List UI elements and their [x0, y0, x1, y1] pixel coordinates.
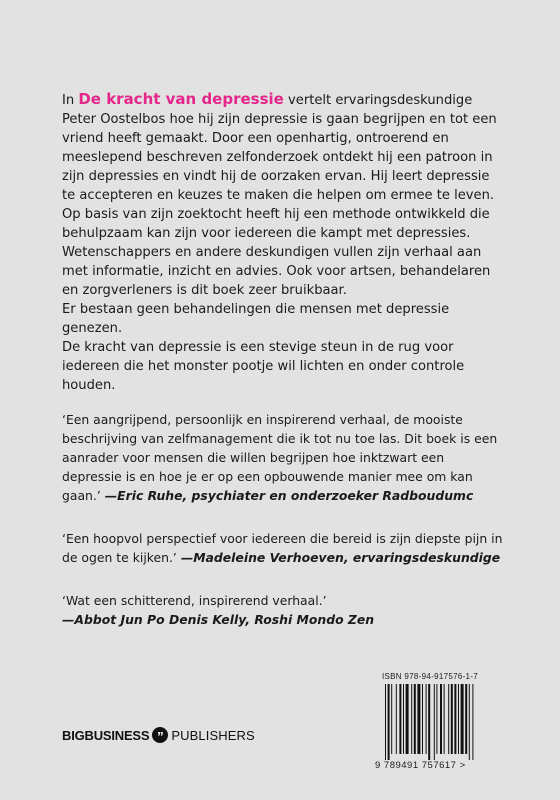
quote-text: ‘Een aangrijpend, persoonlijk en inspirerend verhaal, de mooiste beschrijving van zelfmanagement die ik tot nu toe las. Dit boek is een aanrader voor mensen die willen begrijpen hoe inktzwart een depressie is en hoe je er op een opbouwende manier mee om kan gaan.’: [62, 412, 498, 503]
publisher-name-rest: PUBLISHERS: [171, 727, 255, 743]
quote-bubble-icon: ”: [152, 727, 168, 743]
publisher-name-bold: BIGBUSINESS: [62, 727, 150, 743]
quote-text: ‘Wat een schitterend, inspirerend verhaal.’: [62, 593, 327, 608]
quote-attribution: —Madeleine Verhoeven, ervaringsdeskundige: [180, 550, 501, 565]
isbn-label: ISBN 978-94-917576-1-7: [382, 672, 478, 681]
quote-text: ‘Een hoopvol perspectief voor iedereen die bereid is zijn diepste pijn in de ogen te kijken.’: [62, 531, 503, 565]
blurb-paragraph-1: vertelt ervaringsdeskundige Peter Oostelbos hoe hij zijn depressie is gaan begrijpen en tot een vriend heeft gemaakt. Door een openhartig, ontroerend en meeslepend beschreven zelfonderzoek ontdekt hij een patroon in zijn depressies en vindt hij de oorzaken ervan. Hij leert depressie te accepteren en keuzes te maken die helpen om ermee te leven.: [62, 93, 497, 203]
blurb-text: [62, 90, 502, 395]
review-quote: [62, 410, 507, 505]
blurb-paragraph-5: De kracht van depressie is een stevige steun in de rug voor iedereen die het monster pootje wil lichten en onder controle houden.: [62, 340, 465, 393]
blurb-paragraph-2: Op basis van zijn zoektocht heeft hij een methode ontwikkeld die behulpzaam kan zijn voor iedereen die kampt met depressies.: [62, 207, 490, 241]
review-quote: [62, 529, 507, 567]
blurb-intro: In: [62, 93, 75, 108]
blurb-paragraph-3: Wetenschappers en andere deskundigen vullen zijn verhaal aan met informatie, inzicht en advies. Ook voor artsen, behandelaren en zorgverleners is dit boek zeer bruikbaar.: [62, 245, 491, 298]
publisher-logo: [62, 727, 255, 743]
barcode-digits: 9 789491 757617 >: [375, 760, 466, 771]
book-title-highlight: De kracht van depressie: [78, 90, 284, 108]
quote-attribution: —Eric Ruhe, psychiater en onderzoeker Radboudumc: [104, 488, 474, 503]
review-quote: [62, 591, 507, 629]
blurb-paragraph-4: Er bestaan geen behandelingen die mensen met depressie genezen.: [62, 302, 450, 336]
barcode-bars: [385, 684, 497, 760]
review-quotes: [62, 410, 507, 653]
quote-attribution: —Abbot Jun Po Denis Kelly, Roshi Mondo Zen: [62, 612, 375, 627]
